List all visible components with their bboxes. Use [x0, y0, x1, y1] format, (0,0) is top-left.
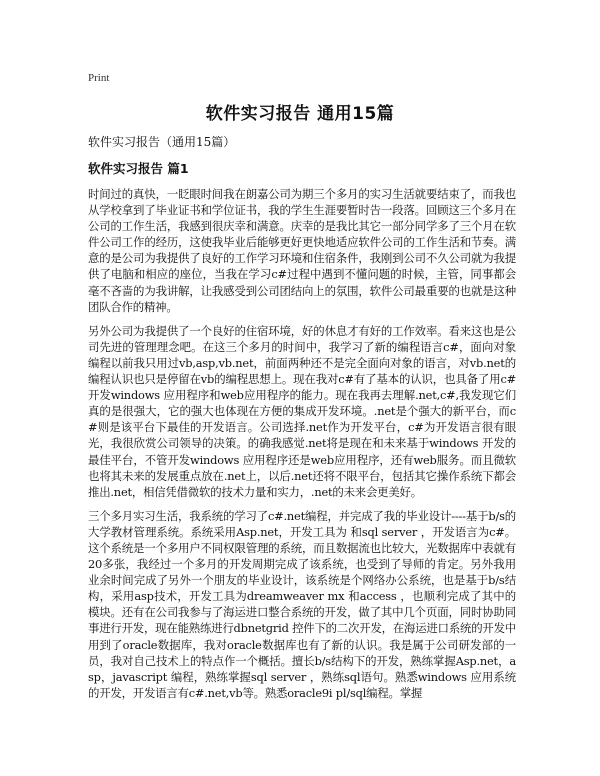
document-title: 软件实习报告 通用15篇 [205, 104, 395, 124]
body-paragraph: 三个多月实习生活，我系统的学习了c#.net编程，并完成了我的毕业设计----基于b/s的大学教材管理系统。系统采用Asp.net，开发工具为 和sql server ，开发语言为c#。这个系统是一个多用户不同权限管理的系统，而且数据流也比较大，光数据库中表就有20多张，我经过一个多月的开发周期完成了该系统，也受到了导师的肯定。另外我用业余时间完成了另外一个朋友的毕业设计，该系统是个网络办公系统，也是基于b/s结构，采用asp技术，开发工具为dreamweaver mx 和access ，也顺利完成了其中的模块。还有在公司我参与了海运进口整合系统的开发，做了其中几个页面，同时协助同事进行开发，现在能熟练进行dbnetgrid 控件下的二次开发，在海运进口系统的开发中用到了oracle数据库，我对oracle数据库也有了新的认识。我是属于公司研发部的一员，我对自己技术上的特点作一个概括。擅长b/s结构下的开发，熟练掌握Asp.net，asp，javascript 编程，熟练掌握sql server ，熟练sql语句。熟悉windows 应用系统的开发，开发语言有c#.net,vb等。熟悉oracle9i pl/sql编程。掌握 [88, 508, 516, 700]
document-subtitle: 软件实习报告（通用15篇） [88, 135, 236, 149]
print-label: Print [88, 72, 110, 84]
document-body [88, 186, 516, 709]
section-heading: 软件实习报告 篇1 [88, 161, 189, 176]
body-paragraph: 另外公司为我提供了一个良好的住宿环境，好的休息才有好的工作效率。看来这也是公司先进的管理理念吧。在这三个多月的时间中，我学习了新的编程语言c#，面向对象编程以前我只用过vb,asp,vb.net，前面两种还不是完全面向对象的语言，对vb.net的编程认识也只是停留在vb的编程思想上。现在我对c#有了基本的认识，也具备了用c#开发windows 应用程序和web应用程序的能力。现在我再去理解.net,c#,我发现它们真的是很强大，它的强大也体现在方便的集成开发环境。.net是个强大的新平台，而c#则是该平台下最佳的开发语言。公司选择.net作为开发平台，c#为开发语言很有眼光，我很欣赏公司领导的决策。的确我感觉.net将是现在和未来基于windows 开发的最佳平台，不管开发windows 应用程序还是web应用程序，还有web服务。而且微软也将其未来的发展重点放在.net上，以后.net还将不限平台，包括其它操作系统下都会推出.net，相信凭借微软的技术力量和实力，.net的未来会更美好。 [88, 323, 516, 499]
body-paragraph: 时间过的真快，一眨眼时间我在朗嘉公司为期三个多月的实习生活就要结束了，而我也从学校拿到了毕业证书和学位证书，我的学生生涯要暂时告一段落。回顾这三个多月在公司的工作生活，我感到很庆幸和满意。庆幸的是我比其它一部分同学多了三个月在软件公司工作的经历，这使我毕业后能够更好更快地适应软件公司的工作生活和节奏。满意的是公司为我提供了良好的工作学习环境和住宿条件，我刚到公司不久公司就为我提供了电脑和相应的座位，当我在学习c#过程中遇到不懂问题的时候，主管，同事都会毫不吝啬的为我讲解，让我感受到公司团结向上的氛围，软件公司最重要的也就是这种团队合作的精神。 [88, 187, 516, 314]
